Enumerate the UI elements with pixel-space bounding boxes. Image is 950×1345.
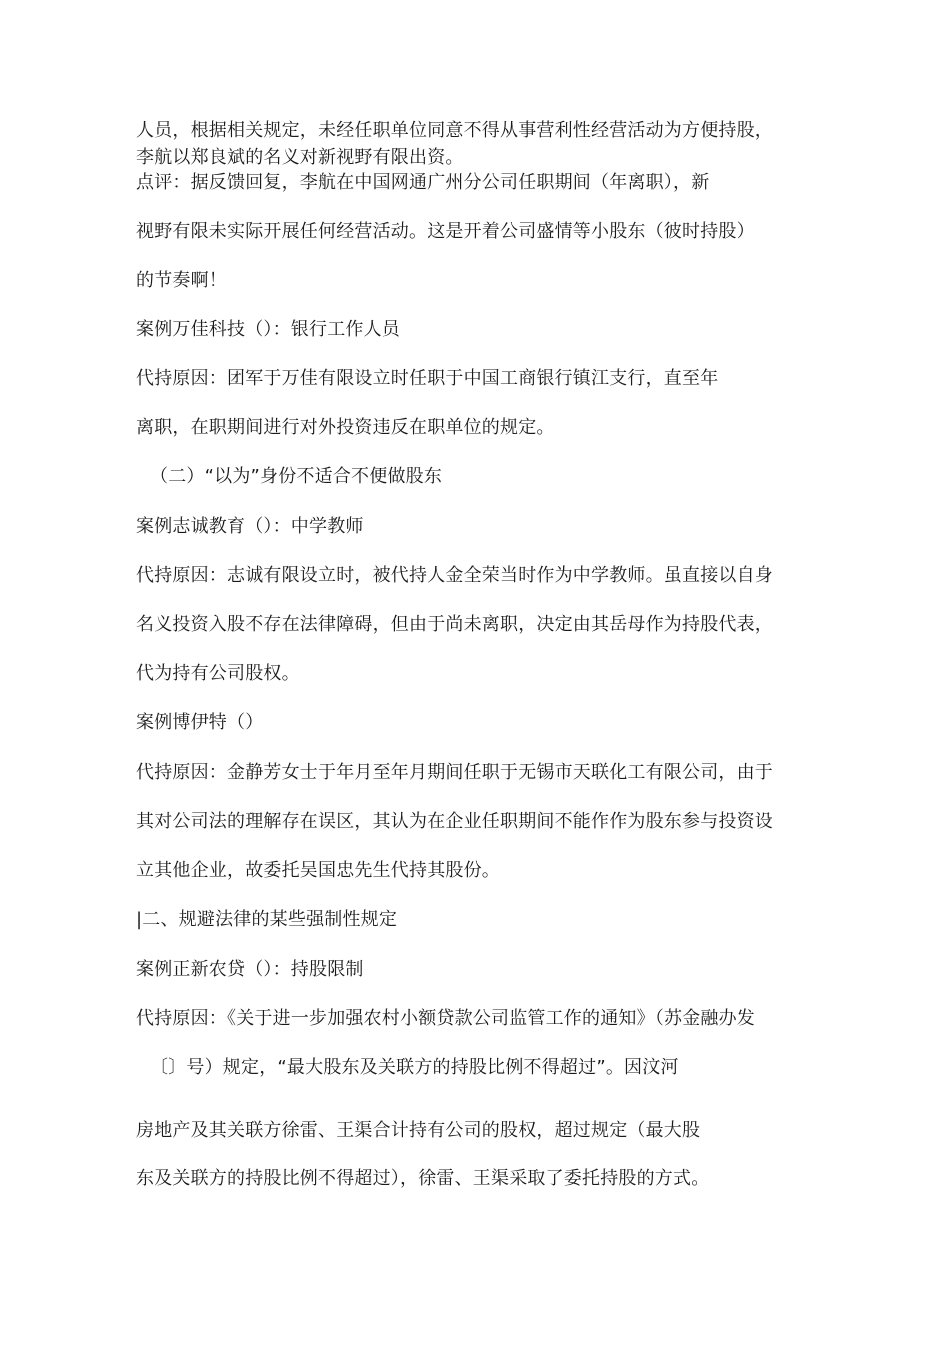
text-line: 代持原因：团军于万佳有限设立时任职于中国工商银行镇江支行，直至年 — [136, 368, 719, 389]
text-line: 代持原因：《关于进一步加强农村小额贷款公司监管工作的通知》（苏金融办发 — [136, 1008, 755, 1029]
section-heading: （二）“以为”身份不适合不便做股东 — [150, 466, 443, 487]
text-line: 〔〕号）规定，“最大股东及关联方的持股比例不得超过”。因汶河 — [150, 1057, 679, 1078]
case-heading: 案例万佳科技（）：银行工作人员 — [136, 319, 400, 340]
text-line: 名义投资入股不存在法律障碍，但由于尚未离职，决定由其岳母作为持股代表， — [136, 614, 773, 635]
text-line: 点评：据反馈回复，李航在中国网通广州分公司任职期间（年离职），新 — [136, 172, 710, 193]
text-line: 代为持有公司股权。 — [136, 663, 300, 684]
section-heading: |二、规避法律的某些强制性规定 — [136, 909, 398, 930]
text-line: 东及关联方的持股比例不得超过），徐雷、王渠采取了委托持股的方式。 — [136, 1168, 710, 1189]
text-line: 人员，根据相关规定，未经任职单位同意不得从事营利性经营活动为方便持股， — [136, 120, 773, 141]
case-heading: 案例正新农贷（）：持股限制 — [136, 959, 364, 980]
text-line: 代持原因：金静芳女士于年月至年月期间任职于无锡市天联化工有限公司，由于 — [136, 762, 773, 783]
case-heading: 案例志诚教育（）：中学教师 — [136, 516, 364, 537]
text-line: 离职，在职期间进行对外投资违反在职单位的规定。 — [136, 417, 555, 438]
text-line: 李航以郑良斌的名义对新视野有限出资。 — [136, 147, 464, 168]
text-line: 视野有限未实际开展任何经营活动。这是开着公司盛情等小股东（彼时持股） — [136, 221, 755, 242]
text-line: 代持原因：志诚有限设立时，被代持人金全荣当时作为中学教师。虽直接以自身 — [136, 565, 773, 586]
text-line: 其对公司法的理解存在误区，其认为在企业任职期间不能作作为股东参与投资设 — [136, 811, 773, 832]
text-line: 的节奏啊！ — [136, 270, 227, 291]
case-heading: 案例博伊特（） — [136, 712, 264, 733]
text-line: 房地产及其关联方徐雷、王渠合计持有公司的股权，超过规定（最大股 — [136, 1120, 701, 1141]
text-line: 立其他企业，故委托吴国忠先生代持其股份。 — [136, 860, 500, 881]
